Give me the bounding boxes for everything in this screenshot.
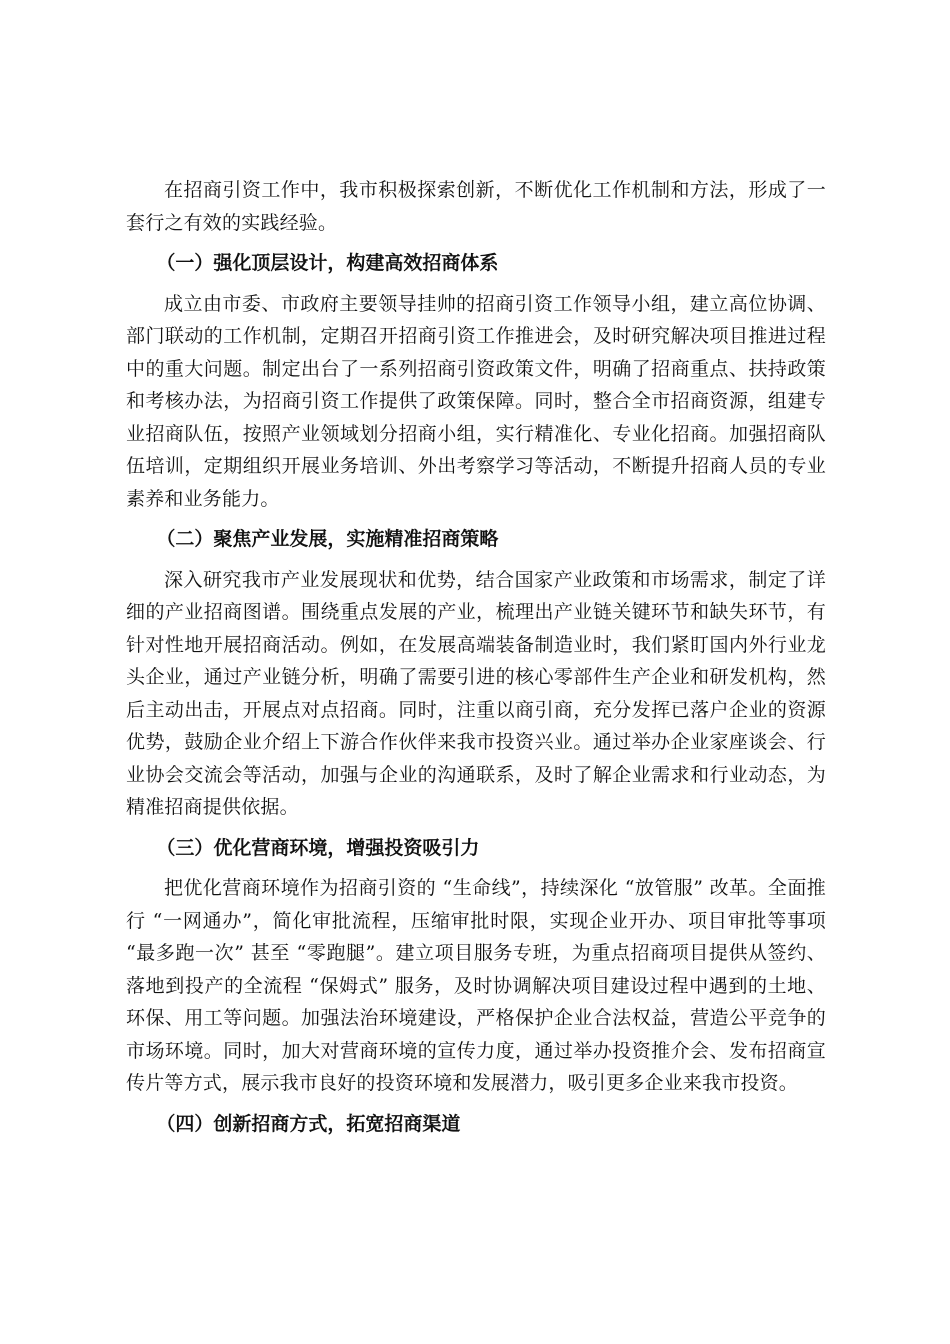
section-heading-1: （一）强化顶层设计，构建高效招商体系	[156, 252, 499, 274]
section-body-1: 成立由市委、市政府主要领导挂帅的招商引资工作领导小组，建立高位协调、部门联动的工作机制，定期召开招商引资工作推进会，及时研究解决项目推进过程中的重大问题。制定出台了一系列招商引资政策文件，明确了招商重点、扶持政策和考核办法，为招商引资工作提供了政策保障。同时，整合全市招商资源，组建专业招商队伍，按照产业领域划分招商小组，实行精准化、专业化招商。加强招商队伍培训，定期组织开展业务培训、外出考察学习等活动，不断提升招商人员的专业素养和业务能力。	[126, 292, 826, 510]
section-body-3: 把优化营商环境作为招商引资的 “生命线”，持续深化 “放管服” 改革。全面推行 “一网通办”，简化审批流程，压缩审批时限，实现企业开办、项目审批等事项 “最多跑一次” 甚至 “零跑腿”。建立项目服务专班，为重点招商项目提供从签约、落地到投产的全流程 “保姆式” 服务，及时协调解决项目建设过程中遇到的土地、环保、用工等问题。加强法治环境建设，严格保护企业合法权益，营造公平竞争的市场环境。同时，加大对营商环境的宣传力度，通过举办投资推介会、发布招商宣传片等方式，展示我市良好的投资环境和发展潜力，吸引更多企业来我市投资。	[126, 877, 826, 1094]
section-heading-2: （二）聚焦产业发展，实施精准招商策略	[156, 528, 499, 550]
document-page	[126, 174, 826, 1148]
section-heading-4: （四）创新招商方式，拓宽招商渠道	[156, 1112, 461, 1135]
intro-paragraph: 在招商引资工作中，我市积极探索创新，不断优化工作机制和方法，形成了一套行之有效的实践经验。	[126, 179, 826, 234]
section-heading-3: （三）优化营商环境，增强投资吸引力	[156, 836, 480, 859]
section-body-2: 深入研究我市产业发展现状和优势，结合国家产业政策和市场需求，制定了详细的产业招商图谱。围绕重点发展的产业，梳理出产业链关键环节和缺失环节，有针对性地开展招商活动。例如，在发展高端装备制造业时，我们紧盯国内外行业龙头企业，通过产业链分析，明确了需要引进的核心零部件生产企业和研发机构，然后主动出击，开展点对点招商。同时，注重以商引商，充分发挥已落户企业的资源优势，鼓励企业介绍上下游合作伙伴来我市投资兴业。通过举办企业家座谈会、行业协会交流会等活动，加强与企业的沟通联系，及时了解企业需求和行业动态，为精准招商提供依据。	[126, 568, 826, 818]
